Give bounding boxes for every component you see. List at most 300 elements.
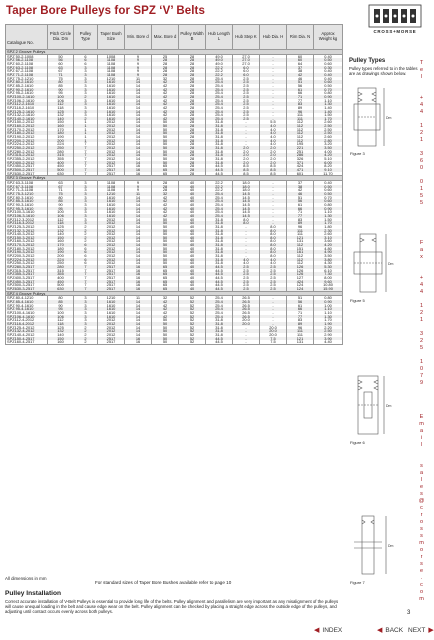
table-cell: 40: [179, 283, 206, 287]
table-cell: 112: [287, 131, 314, 135]
table-cell: 40: [179, 243, 206, 247]
table-cell: 7.5: [260, 340, 287, 344]
table-cell: SPZ180-3-2012: [6, 247, 48, 251]
table-header: [6, 25, 343, 50]
table-cell: 2: [74, 225, 98, 229]
table-cell: -: [233, 243, 260, 247]
table-cell: 3: [74, 113, 98, 117]
table-cell: 2.5: [260, 272, 287, 276]
table-cell: 3: [74, 210, 98, 214]
table-cell: 31.8: [206, 153, 233, 157]
table-cell: 3: [74, 218, 98, 222]
table-cell: 42: [152, 311, 179, 315]
table-cell: 2012: [98, 261, 125, 265]
table-cell: 4.0: [233, 258, 260, 262]
table-cell: 0.80: [314, 296, 343, 300]
table-cell: 2.50: [314, 124, 343, 128]
table-cell: 251: [287, 150, 314, 154]
table-cell: 16: [125, 164, 152, 168]
table-cell: 2.5: [260, 283, 287, 287]
table-cell: 1: [74, 135, 98, 139]
table-cell: 25.4: [206, 300, 233, 304]
table-cell: 27.0: [233, 58, 260, 62]
table-cell: -: [260, 180, 287, 184]
table-cell: 63: [48, 66, 74, 70]
table-cell: 1.70: [314, 117, 343, 121]
table-cell: 52: [179, 304, 206, 308]
table-cell: 140: [48, 232, 74, 236]
table-cell: 1.00: [314, 304, 343, 308]
table-cell: 42: [152, 99, 179, 103]
table-cell: 31.8: [206, 221, 233, 225]
table-cell: 14: [125, 315, 152, 319]
table-cell: 40: [179, 276, 206, 280]
table-cell: 1.10: [314, 307, 343, 311]
figure-5-label: Figure 5: [350, 298, 365, 303]
left-arrow-icon: ◀: [377, 627, 383, 634]
table-cell: 2517: [98, 168, 125, 172]
table-cell: 25.4: [206, 77, 233, 81]
table-cell: 44.5: [206, 265, 233, 269]
left-arrow-icon: ◀: [314, 627, 320, 634]
table-cell: 14.5: [233, 192, 260, 196]
table-cell: 2.5: [260, 265, 287, 269]
table-cell: 50: [152, 243, 179, 247]
table-cell: 31.8: [206, 261, 233, 265]
table-cell: 44.5: [206, 164, 233, 168]
index-button[interactable]: [314, 626, 342, 634]
table-cell: 6: [74, 250, 98, 254]
table-cell: 1008: [98, 54, 125, 58]
table-cell: SPZ 85-3-1610: [6, 199, 48, 203]
table-cell: 44.5: [206, 337, 233, 341]
table-cell: 1610: [98, 210, 125, 214]
table-cell: 28: [179, 88, 206, 92]
table-cell: 2012: [98, 135, 125, 139]
table-cell: 3: [74, 77, 98, 81]
back-button[interactable]: [377, 626, 403, 634]
table-cell: -: [233, 131, 260, 135]
table-cell: 124: [287, 283, 314, 287]
table-cell: 3: [74, 185, 98, 189]
table-cell: 14: [125, 128, 152, 132]
table-cell: 7: [74, 287, 98, 291]
table-cell: 4.0: [260, 261, 287, 265]
table-cell: 31.8: [206, 243, 233, 247]
pulley-figure-3-drawing: [350, 84, 398, 150]
table-cell: 0.50: [314, 185, 343, 189]
table-cell: 132: [48, 113, 74, 117]
table-cell: 14: [125, 199, 152, 203]
table-cell: 1.50: [314, 218, 343, 222]
table-cell: SPZ400-3-2517: [6, 276, 48, 280]
table-cell: 14: [125, 150, 152, 154]
table-cell: -: [260, 318, 287, 322]
table-cell: 27.0: [233, 62, 260, 66]
table-cell: 14: [125, 124, 152, 128]
table-cell: -: [260, 315, 287, 319]
table-cell: 0.40: [314, 180, 343, 184]
table-cell: 40: [179, 261, 206, 265]
table-cell: 14: [125, 80, 152, 84]
table-cell: 8.5: [260, 172, 287, 176]
table-cell: SPZ118-4-2012: [6, 322, 48, 326]
table-cell: SPZ 67-2-1108: [6, 69, 48, 73]
table-cell: SPZ125-2-1610: [6, 110, 48, 114]
table-cell: 125: [48, 326, 74, 330]
table-cell: 26.5: [233, 300, 260, 304]
table-cell: 28: [179, 153, 206, 157]
table-cell: 50: [152, 142, 179, 146]
table-cell: 9: [125, 185, 152, 189]
table-cell: -: [233, 329, 260, 333]
table-cell: 44.5: [206, 283, 233, 287]
table-cell: 3: [74, 88, 98, 92]
table-cell: 2.0: [260, 150, 287, 154]
table-cell: 0.60: [314, 80, 343, 84]
table-cell: 1.50: [314, 113, 343, 117]
table-cell: 1610: [98, 199, 125, 203]
table-cell: 2517: [98, 265, 125, 269]
table-cell: 90: [48, 203, 74, 207]
table-cell: 14: [125, 218, 152, 222]
table-cell: 31.8: [206, 236, 233, 240]
table-cell: 65: [152, 280, 179, 284]
table-cell: 1610: [98, 311, 125, 315]
next-button[interactable]: [408, 626, 434, 634]
table-cell: 7.30: [314, 272, 343, 276]
table-cell: 2012: [98, 131, 125, 135]
table-cell: 32: [152, 296, 179, 300]
table-cell: 44.5: [206, 269, 233, 273]
table-cell: 42: [152, 315, 179, 319]
table-cell: 50: [152, 135, 179, 139]
table-cell: 6: [74, 62, 98, 66]
table-cell: 224: [48, 258, 74, 262]
table-cell: 112: [287, 120, 314, 124]
table-cell: 14.5: [233, 196, 260, 200]
table-cell: 28: [179, 58, 206, 62]
table-cell: 14: [125, 239, 152, 243]
table-cell: 195: [287, 142, 314, 146]
table-cell: 31.8: [206, 258, 233, 262]
table-cell: 2012: [98, 229, 125, 233]
table-cell: 32: [152, 77, 179, 81]
table-cell: SPZ 80-2-1610: [6, 80, 48, 84]
table-cell: 1610: [98, 113, 125, 117]
figure-6-label: Figure 6: [350, 440, 365, 445]
table-cell: 3: [74, 106, 98, 110]
table-cell: 46: [287, 77, 314, 81]
table-cell: 40: [179, 254, 206, 258]
table-cell: SPZ132-4-2012: [6, 329, 48, 333]
table-cell: 42: [152, 117, 179, 121]
table-cell: 31.8: [206, 322, 233, 326]
table-cell: 2012: [98, 243, 125, 247]
table-cell: 2: [74, 229, 98, 233]
table-cell: 83: [287, 218, 314, 222]
table-cell: 14: [125, 117, 152, 121]
table-cell: 111: [287, 113, 314, 117]
table-cell: 2012: [98, 322, 125, 326]
table-cell: 42: [287, 188, 314, 192]
table-cell: 25.4: [206, 113, 233, 117]
table-cell: 25.4: [206, 102, 233, 106]
table-cell: 2012: [98, 221, 125, 225]
table-cell: 180: [48, 131, 74, 135]
table-cell: 161: [287, 250, 314, 254]
table-cell: 28: [152, 62, 179, 66]
table-cell: 31.8: [206, 150, 233, 154]
table-cell: 170: [48, 243, 74, 247]
column-header: Hub Step K: [233, 25, 260, 50]
table-cell: 56: [48, 58, 74, 62]
table-cell: 1108: [98, 69, 125, 73]
table-cell: 1610: [98, 117, 125, 121]
table-cell: 2.0: [260, 153, 287, 157]
table-cell: 200: [48, 254, 74, 258]
table-cell: 14: [125, 110, 152, 114]
table-cell: 14: [125, 307, 152, 311]
table-cell: 1610: [98, 196, 125, 200]
table-cell: SPZ 95-4-1610: [6, 307, 48, 311]
table-cell: 22.2: [206, 180, 233, 184]
table-cell: 118: [48, 322, 74, 326]
table-cell: SPZ112-3-2012: [6, 218, 48, 222]
table-cell: 40: [179, 287, 206, 291]
table-cell: 9.60: [314, 280, 343, 284]
table-cell: -: [233, 333, 260, 337]
table-cell: 400: [48, 161, 74, 165]
table-cell: 71: [287, 95, 314, 99]
table-cell: SPZ 71-3-1108: [6, 188, 48, 192]
table-cell: 1.10: [314, 210, 343, 214]
table-cell: -: [233, 135, 260, 139]
table-cell: 7: [74, 142, 98, 146]
table-cell: 89: [287, 221, 314, 225]
table-cell: 50: [152, 333, 179, 337]
table-cell: 0.80: [314, 91, 343, 95]
table-cell: 14: [125, 333, 152, 337]
table-cell: -: [260, 73, 287, 77]
table-cell: -: [260, 311, 287, 315]
table-cell: 118: [48, 221, 74, 225]
table-cell: 52: [179, 315, 206, 319]
table-cell: 14: [125, 229, 152, 233]
table-cell: 2.50: [314, 329, 343, 333]
table-cell: -: [260, 221, 287, 225]
table-cell: 8.0: [260, 236, 287, 240]
table-cell: 2.5: [233, 280, 260, 284]
table-cell: 112: [287, 261, 314, 265]
table-cell: 14: [125, 203, 152, 207]
table-cell: 1610: [98, 102, 125, 106]
table-cell: 2012: [98, 258, 125, 262]
table-cell: 25.4: [206, 110, 233, 114]
table-cell: 0.40: [314, 69, 343, 73]
table-cell: SPZ 50-2-1008: [6, 54, 48, 58]
table-cell: 31.8: [206, 142, 233, 146]
table-cell: 50: [152, 229, 179, 233]
table-cell: 2012: [98, 254, 125, 258]
table-cell: 40: [179, 239, 206, 243]
table-cell: 14: [125, 225, 152, 229]
table-cell: 25: [152, 54, 179, 58]
table-cell: 40: [179, 265, 206, 269]
pulley-figure-5-drawing: [350, 230, 398, 296]
table-cell: SPZ160-2-2012: [6, 124, 48, 128]
table-cell: 3: [74, 207, 98, 211]
table-cell: 14: [125, 139, 152, 143]
table-cell: 20.0: [260, 333, 287, 337]
next-label: NEXT: [408, 627, 426, 634]
table-cell: 2012: [98, 333, 125, 337]
table-cell: 18.0: [233, 185, 260, 189]
table-cell: 71: [48, 188, 74, 192]
table-cell: 280: [48, 150, 74, 154]
table-cell: 28: [179, 168, 206, 172]
table-cell: 46: [287, 192, 314, 196]
table-cell: -: [233, 250, 260, 254]
table-cell: 28: [179, 113, 206, 117]
table-cell: 2012: [98, 124, 125, 128]
table-cell: 100: [48, 95, 74, 99]
table-cell: 6: [74, 261, 98, 265]
table-cell: 42: [152, 102, 179, 106]
table-cell: -: [260, 296, 287, 300]
table-cell: 14: [125, 99, 152, 103]
table-cell: 28: [179, 95, 206, 99]
table-cell: 25.4: [206, 304, 233, 308]
table-cell: 8.00: [314, 276, 343, 280]
table-cell: 131: [287, 239, 314, 243]
table-cell: 2.5: [233, 99, 260, 103]
table-cell: 42: [152, 113, 179, 117]
table-cell: 7: [74, 150, 98, 154]
table-cell: 132: [48, 329, 74, 333]
table-cell: 2: [74, 95, 98, 99]
table-cell: 28: [152, 58, 179, 62]
table-cell: SPZ132-2-1610: [6, 113, 48, 117]
table-cell: -: [233, 124, 260, 128]
table-cell: 11: [125, 192, 152, 196]
table-cell: SPZ630-2-2517: [6, 172, 48, 176]
table-cell: 8.0: [260, 225, 287, 229]
table-cell: 111: [287, 329, 314, 333]
table-cell: 3: [74, 192, 98, 196]
table-cell: 1: [74, 120, 98, 124]
table-cell: 22.2: [206, 185, 233, 189]
table-cell: 1.80: [314, 225, 343, 229]
table-cell: 1.40: [314, 110, 343, 114]
table-cell: 8.5: [260, 168, 287, 172]
table-cell: 31.8: [206, 232, 233, 236]
table-cell: 2012: [98, 250, 125, 254]
table-cell: 1610: [98, 88, 125, 92]
table-cell: 0.90: [314, 207, 343, 211]
table-cell: 50: [152, 258, 179, 262]
table-cell: 150: [48, 337, 74, 341]
table-cell: 16: [125, 337, 152, 341]
table-cell: 50: [152, 146, 179, 150]
table-cell: 2012: [98, 318, 125, 322]
table-cell: 40: [179, 210, 206, 214]
table-cell: 14.5: [233, 203, 260, 207]
table-cell: 56: [287, 199, 314, 203]
table-cell: 4.30: [314, 261, 343, 265]
table-cell: 132: [48, 229, 74, 233]
table-cell: 1.40: [314, 106, 343, 110]
table-cell: SPZ250-3-2012: [6, 261, 48, 265]
table-cell: 7: [74, 172, 98, 176]
table-cell: 2.5: [233, 113, 260, 117]
table-cell: SPZ 95-3-1610: [6, 207, 48, 211]
table-cell: -: [260, 203, 287, 207]
table-cell: 14: [125, 113, 152, 117]
pulley-types-heading: Pulley Types: [349, 58, 386, 64]
table-cell: 38: [287, 185, 314, 189]
table-cell: 42: [152, 84, 179, 88]
table-cell: 95: [48, 207, 74, 211]
table-cell: 40: [179, 199, 206, 203]
table-cell: 8.5: [233, 164, 260, 168]
table-cell: 3: [74, 91, 98, 95]
table-cell: 112: [287, 254, 314, 258]
table-cell: 7: [74, 269, 98, 273]
table-cell: 40: [179, 203, 206, 207]
table-cell: 2012: [98, 150, 125, 154]
table-cell: 31.8: [206, 225, 233, 229]
table-cell: 52: [179, 322, 206, 326]
table-cell: 1610: [98, 214, 125, 218]
table-cell: 28: [152, 180, 179, 184]
table-cell: SPZ280-3-2517: [6, 265, 48, 269]
table-cell: 4.20: [314, 153, 343, 157]
table-cell: 80: [48, 80, 74, 84]
fax-number: F a x + 4 4 1 2 1 3 2 5 1 0 7 9: [419, 240, 424, 386]
table-cell: 1108: [98, 73, 125, 77]
table-cell: -: [260, 62, 287, 66]
table-cell: 1.70: [314, 318, 343, 322]
table-cell: 3: [74, 180, 98, 184]
table-cell: -: [233, 229, 260, 233]
table-cell: 2012: [98, 329, 125, 333]
table-cell: 50: [152, 221, 179, 225]
table-cell: 2012: [98, 225, 125, 229]
table-cell: 31.8: [206, 250, 233, 254]
table-cell: 3: [74, 69, 98, 73]
table-cell: 28: [179, 164, 206, 168]
column-header: Pulley Width B: [179, 25, 206, 50]
table-cell: 7: [74, 168, 98, 172]
column-header: Taper Bush Size: [98, 25, 125, 50]
table-cell: 3: [74, 304, 98, 308]
table-cell: 51: [287, 80, 314, 84]
table-cell: -: [260, 218, 287, 222]
table-cell: 14: [125, 91, 152, 95]
table-cell: 31.8: [206, 239, 233, 243]
table-cell: 4.0: [260, 128, 287, 132]
table-cell: 2.5: [233, 265, 260, 269]
table-cell: 125: [48, 110, 74, 114]
table-cell: 355: [48, 272, 74, 276]
table-cell: 31.8: [206, 254, 233, 258]
table-cell: 71: [287, 311, 314, 315]
table-cell: 1108: [98, 180, 125, 184]
table-cell: 50: [152, 318, 179, 322]
table-cell: 40: [179, 269, 206, 273]
table-cell: 2.60: [314, 232, 343, 236]
